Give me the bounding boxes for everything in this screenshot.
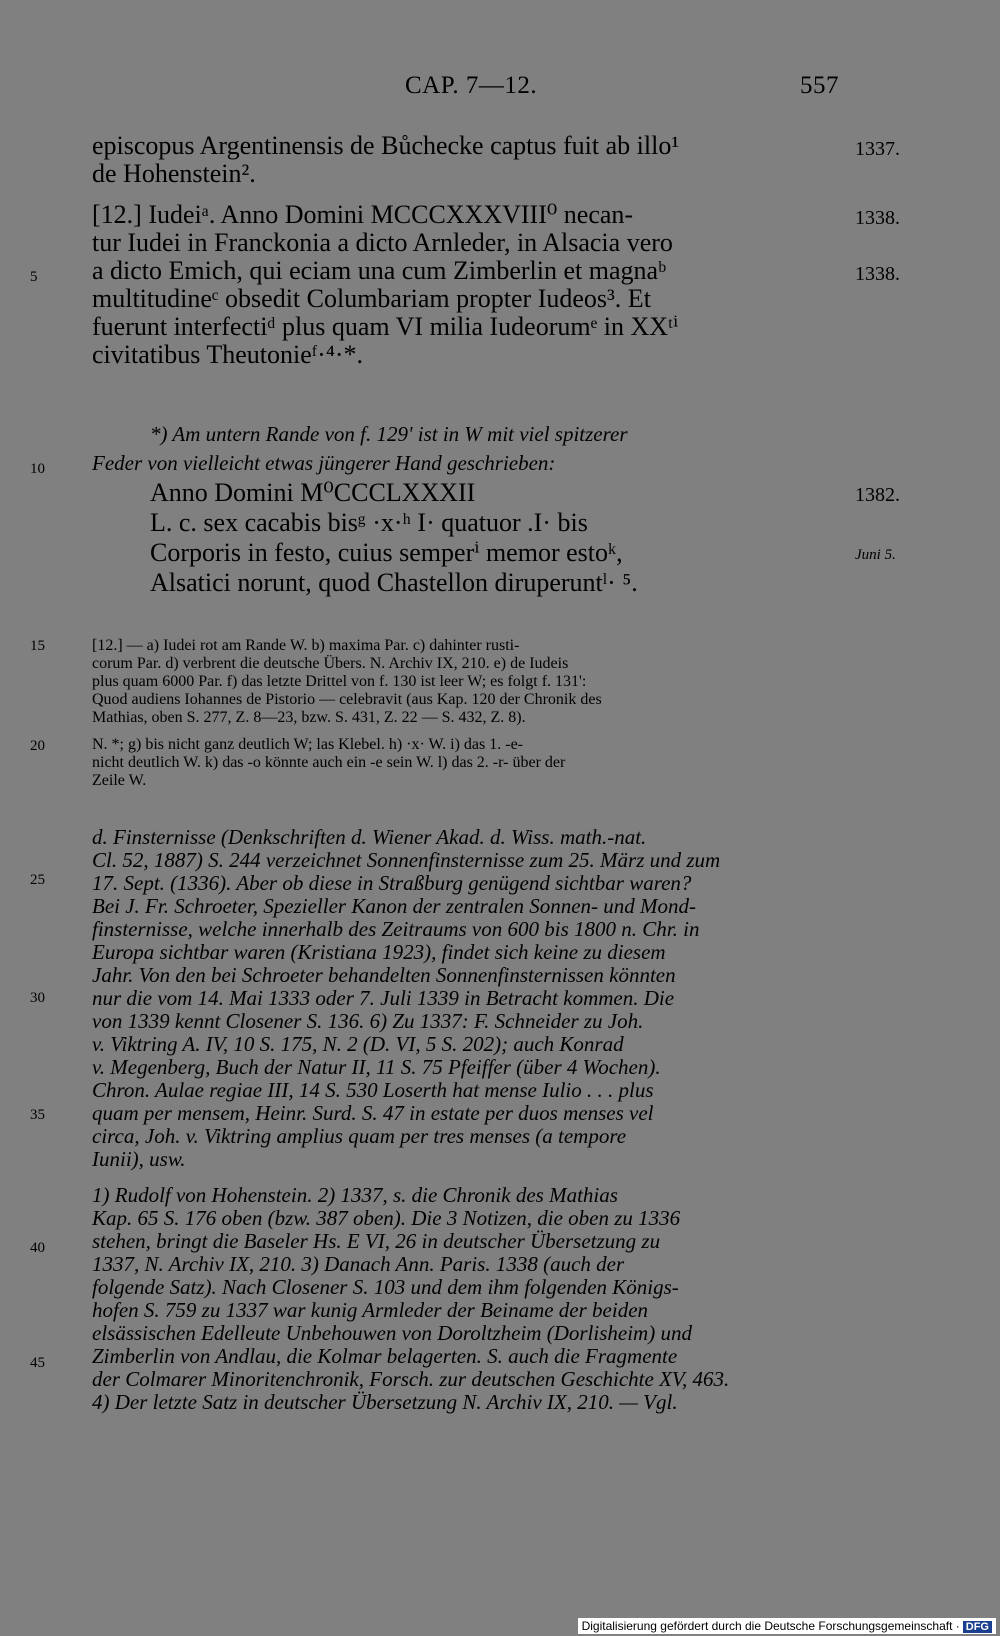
commentary-line: 17. Sept. (1336). Aber ob diese in Straßburg genügend sichtbar waren? [92, 871, 692, 895]
marginal-note-line: *) Am untern Rande von f. 129' ist in W mit viel spitzerer [150, 422, 628, 446]
dfg-logo-icon: DFG [963, 1621, 992, 1633]
commentary-line: folgende Satz). Nach Closener S. 103 und dem ihm folgenden Königs- [92, 1275, 679, 1299]
line-number: 5 [30, 269, 38, 285]
line-number: 35 [30, 1107, 45, 1123]
line-number: 30 [30, 990, 45, 1006]
commentary-line: quam per mensem, Heinr. Surd. S. 47 in estate per duos menses vel [92, 1101, 654, 1125]
margin-year: 1338. [855, 263, 900, 285]
credit-text: Digitalisierung gefördert durch die Deutsche Forschungsgemeinschaft · [581, 1619, 960, 1633]
commentary-line: stehen, bringt die Baseler Hs. E VI, 26 in deutscher Übersetzung zu [92, 1229, 661, 1253]
commentary-line: Kap. 65 S. 176 oben (bzw. 387 oben). Die 3 Notizen, die oben zu 1336 [92, 1206, 681, 1230]
main-line: civitatibus Theutonieᶠ·⁴·*. [92, 340, 364, 369]
commentary-line: 4) Der letzte Satz in deutscher Übersetzung N. Archiv IX, 210. — Vgl. [92, 1390, 678, 1414]
line-number: 20 [30, 738, 45, 754]
verse-line: L. c. sex cacabis bisᵍ ·x·ʰ I· quatuor .I· bis [150, 508, 588, 537]
verse-line: Anno Domini M⁰CCCLXXXII [150, 478, 476, 507]
commentary-line: hofen S. 759 zu 1337 war kunig Armleder der Beiname der beiden [92, 1298, 649, 1322]
commentary-line: v. Viktring A. IV, 10 S. 175, N. 2 (D. VI, 5 S. 202); auch Konrad [92, 1032, 624, 1056]
apparatus-line: plus quam 6000 Par. f) das letzte Drittel von f. 130 ist leer W; es folgt f. 131': [92, 673, 587, 690]
apparatus-line: Mathias, oben S. 277, Z. 8—23, bzw. S. 431, Z. 22 — S. 432, Z. 8). [92, 709, 526, 726]
line-number: 15 [30, 638, 45, 654]
running-title: CAP. 7—12. [405, 72, 538, 99]
commentary-line: finsternisse, welche innerhalb des Zeitraums von 600 bis 1800 n. Chr. in [92, 917, 700, 941]
commentary-line: Chron. Aulae regiae III, 14 S. 530 Loserth hat mense Iulio . . . plus [92, 1078, 654, 1102]
line-number: 40 [30, 1240, 45, 1256]
margin-year: 1382. [855, 484, 900, 506]
commentary-line: Europa sichtbar waren (Kristiana 1923), findet sich keine zu diesem [92, 940, 666, 964]
apparatus-line: corum Par. d) verbrent die deutsche Übers. N. Archiv IX, 210. e) de Iudeis [92, 655, 569, 672]
main-line: fuerunt interfectiᵈ plus quam VI milia Iudeorumᵉ in XXᵗⁱ [92, 312, 679, 341]
commentary-line: 1) Rudolf von Hohenstein. 2) 1337, s. die Chronik des Mathias [92, 1183, 618, 1207]
commentary-line: 1337, N. Archiv IX, 210. 3) Danach Ann. Paris. 1338 (auch der [92, 1252, 625, 1276]
commentary-line: nur die vom 14. Mai 1333 oder 7. Juli 1339 in Betracht kommen. Die [92, 986, 675, 1010]
commentary-line: Zimberlin von Andlau, die Kolmar belagerten. S. auch die Fragmente [92, 1344, 678, 1368]
apparatus-line: Zeile W. [92, 772, 147, 789]
commentary-line: von 1339 kennt Closener S. 136. 6) Zu 1337: F. Schneider zu Joh. [92, 1009, 644, 1033]
verse-line: Corporis in festo, cuius semperⁱ memor estoᵏ, [150, 538, 623, 567]
apparatus-line: nicht deutlich W. k) das -o könnte auch ein -e sein W. l) das 2. -r- über der [92, 754, 566, 771]
commentary-line: v. Megenberg, Buch der Natur II, 11 S. 75 Pfeiffer (über 4 Wochen). [92, 1055, 661, 1079]
apparatus-line: Quod audiens Iohannes de Pistorio — celebravit (aus Kap. 120 der Chronik des [92, 691, 602, 708]
commentary-line: Bei J. Fr. Schroeter, Spezieller Kanon der zentralen Sonnen- und Mond- [92, 894, 697, 918]
commentary-line: Iunii), usw. [92, 1147, 186, 1171]
main-line: tur Iudei in Franckonia a dicto Arnleder, in Alsacia vero [92, 228, 673, 257]
line-number: 45 [30, 1355, 45, 1371]
marginal-note-line: Feder von vielleicht etwas jüngerer Hand geschrieben: [92, 451, 556, 475]
margin-date: Juni 5. [855, 547, 896, 563]
commentary-line: d. Finsternisse (Denkschriften d. Wiener Akad. d. Wiss. math.-nat. [92, 825, 647, 849]
commentary-line: Jahr. Von den bei Schroeter behandelten Sonnenfinsternissen könnten [92, 963, 676, 987]
apparatus-line: N. *; g) bis nicht ganz deutlich W; las Klebel. h) ·x· W. i) das 1. -e- [92, 736, 524, 753]
margin-year: 1337. [855, 138, 900, 160]
main-line: [12.] Iudeiᵃ. Anno Domini MCCCXXXVIII⁰ necan- [92, 200, 634, 229]
verse-line: Alsatici norunt, quod Chastellon diruperuntˡ· ⁵. [150, 568, 638, 597]
digitization-credit [578, 1618, 996, 1634]
commentary-line: elsässischen Edelleute Unbehouwen von Doroltzheim (Dorlisheim) und [92, 1321, 692, 1345]
commentary-line: circa, Joh. v. Viktring amplius quam per tres menses (a tempore [92, 1124, 627, 1148]
commentary-line: Cl. 52, 1887) S. 244 verzeichnet Sonnenfinsternisse zum 25. März und zum [92, 848, 721, 872]
line-number: 25 [30, 872, 45, 888]
main-line: a dicto Emich, qui eciam una cum Zimberlin et magnaᵇ [92, 256, 667, 285]
main-line: multitudineᶜ obsedit Columbariam propter Iudeos³. Et [92, 284, 651, 313]
main-line: de Hohenstein². [92, 159, 256, 188]
commentary-line: der Colmarer Minoritenchronik, Forsch. zur deutschen Geschichte XV, 463. [92, 1367, 730, 1391]
apparatus-line: [12.] — a) Iudei rot am Rande W. b) maxima Par. c) dahinter rusti- [92, 637, 520, 654]
main-line: episcopus Argentinensis de Bůchecke captus fuit ab illo¹ [92, 131, 680, 160]
page-number: 557 [800, 72, 839, 99]
line-number: 10 [30, 461, 45, 477]
margin-year: 1338. [855, 207, 900, 229]
